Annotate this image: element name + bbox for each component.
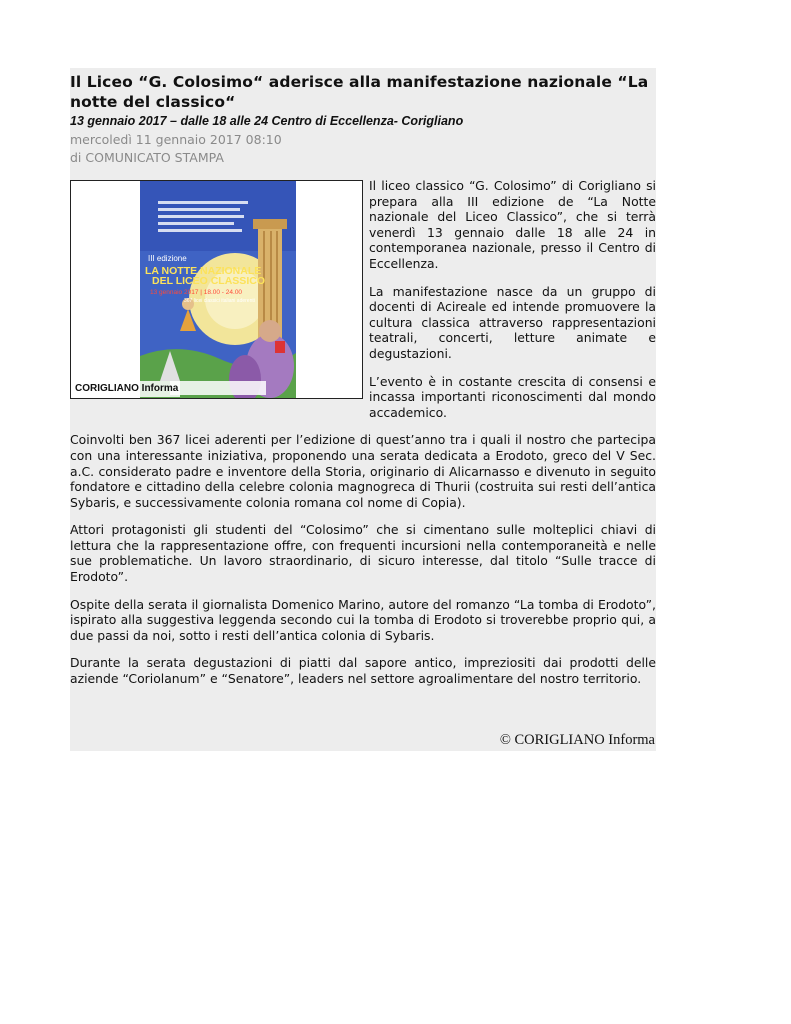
poster-title-line1: LA NOTTE NAZIONALE [145,265,262,277]
poster-edition: III edizione [148,254,187,263]
article-image [70,180,363,399]
paragraph: Il liceo classico “G. Colosimo” di Corigliano si prepara alla III edizione de “La Notte nazionale del Liceo Classico”, che si terrà venerdì 13 gennaio dalle 18 alle 24 in contemporanea nazionale, presso il Centro di Eccellenza. [369,178,656,271]
paragraph: La manifestazione nasce da un gruppo di docenti di Acireale ed intende promuovere la cultura classica attraverso rappresentazioni teatrali, concerti, letture animate e degustazioni. [369,283,656,361]
article-body [70,178,656,699]
poster-title-line2: DEL LICEO CLASSICO [152,275,265,287]
poster-date: 13 gennaio 2017 | 18.00 - 24.00 [150,289,243,296]
copyright-credit: © CORIGLIANO Informa [499,732,655,748]
image-caption: CORIGLIANO Informa [73,381,180,397]
poster-illustration [71,181,362,398]
article-author: di COMUNICATO STAMPA [70,150,224,165]
article-date: mercoledì 11 gennaio 2017 08:10 [70,132,282,147]
article-block [70,68,656,751]
paragraph: Attori protagonisti gli studenti del “Colosimo” che si cimentano sulle molteplici chiavi di lettura che la rappresentazione offre, con frequenti incursioni nella contemporaneità e nelle sue problematiche. Un lavoro straordinario, di sicuro interesse, dal titolo “Sulle tracce di Erodoto”. [70,522,656,585]
paragraph: Coinvolti ben 367 licei aderenti per l’edizione di quest’anno tra i quali il nostro che partecipa con una interessante iniziativa, proponendo una serata dedicata a Erodoto, greco del V Sec. a.C. considerato padre e inventore della Storia, originario di Alicarnasso e divenuto in seguito fondatore e cittadino della celebre colonia magnogreca di Thurii (costruita sui resti dell’antica Sybaris, e successivamente colonia romana col nome di Copia). [70,432,656,510]
paragraph: L’evento è in costante crescita di consensi e incassa importanti riconoscimenti dal mondo accademico. [369,373,656,420]
paragraph: Ospite della serata il giornalista Domenico Marino, autore del romanzo “La tomba di Erodoto”, ispirato alla suggestiva leggenda secondo cui la tomba di Erodoto si troverebbe proprio qui, a due passi da noi, sotto i resti dell’antica colonia di Sybaris. [70,596,656,643]
poster-count: 367 licei classici italiani aderenti [184,298,255,304]
paragraph: Durante la serata degustazioni di piatti dal sapore antico, impreziositi dai prodotti delle aziende “Coriolanum” e “Senatore”, leaders nel settore agroalimentare del nostro territorio. [70,655,656,687]
article-subtitle: 13 gennaio 2017 – dalle 18 alle 24 Centro di Eccellenza- Corigliano [70,114,464,128]
article-title: Il Liceo “G. Colosimo“ aderisce alla manifestazione nazionale “La notte del classico“ [70,73,649,111]
